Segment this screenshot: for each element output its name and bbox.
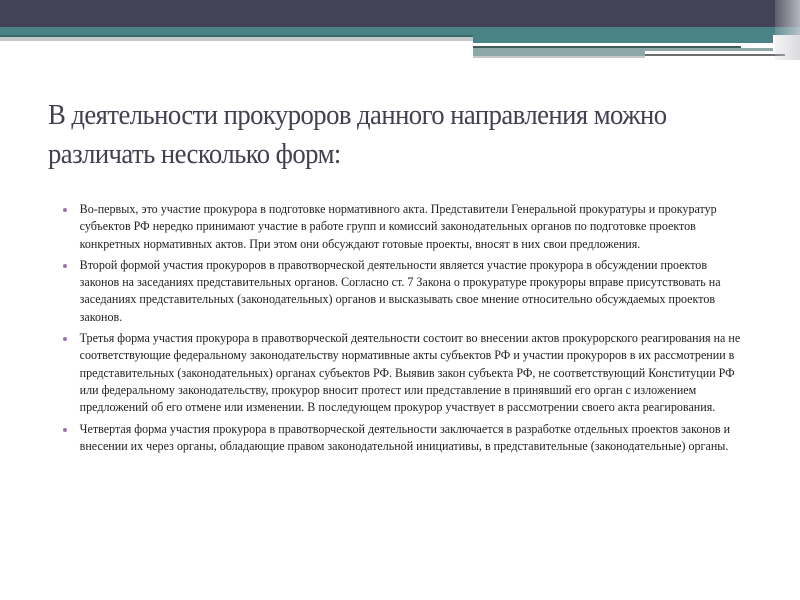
bullet-item bbox=[63, 201, 749, 253]
bullet-dot-icon bbox=[63, 208, 67, 212]
header-band bbox=[0, 0, 800, 27]
bullet-item bbox=[63, 330, 749, 416]
shadow-line-right bbox=[645, 54, 785, 56]
bullet-item bbox=[63, 421, 749, 456]
grey-line-left bbox=[0, 37, 473, 41]
slide-title: В деятельности прокуроров данного направления можно различать несколько форм: bbox=[48, 99, 667, 170]
bullet-item bbox=[63, 257, 749, 326]
grey-bottom-right bbox=[473, 56, 645, 58]
teal-band bbox=[0, 27, 800, 35]
bullet-list bbox=[63, 201, 763, 459]
bullet-text: Во-первых, это участие прокурора в подготовке нормативного акта. Представители Генеральной прокуратуры и прокуратур субъектов РФ нередко принимают участие в работе групп и комиссий законодательных органов по подготовке проектов конкретных нормативных актов. При этом они обсуждают готовые проекты, вносят в них свои предложения. bbox=[79, 202, 717, 251]
edge-fade bbox=[775, 0, 800, 60]
bullet-dot-icon bbox=[63, 337, 67, 341]
bullet-text: Четвертая форма участия прокурора в правотворческой деятельности заключается в разработке отдельных проектов законов и внесении их через органы, обладающие правом законодательной инициативы, в представительные (законодательные) органы. bbox=[79, 421, 731, 453]
bullet-dot-icon bbox=[63, 428, 67, 432]
teal-block-right bbox=[473, 35, 773, 43]
bullet-text: Третья форма участия прокурора в правотворческой деятельности состоит во внесении актов прокурорского реагирования на не соответствующие федеральному законодательству нормативные акты субъектов РФ и участии прокуроров в их рассмотрении в представительных (законодательных) органах субъектов РФ. Выявив закон субъекта РФ, не соответствующий Конституции РФ или федеральному законодательству, прокурор вносит протест или представление в принявший его орган с изложением предложений об его отмене или изменении. В последующем прокурор участвует в рассмотрении своего акта реагирования. bbox=[79, 331, 741, 415]
bullet-dot-icon bbox=[63, 264, 67, 268]
bullet-text: Второй формой участия прокуроров в правотворческой деятельности является участие прокурора в обсуждении проектов законов на заседаниях представительных органов. Согласно ст. 7 Закона о прокуратуре прокуроры вправе присутствовать на заседаниях представительных (законодательных) органов и высказывать свое мнение относительно обсуждаемых проектов законов. bbox=[79, 257, 721, 324]
